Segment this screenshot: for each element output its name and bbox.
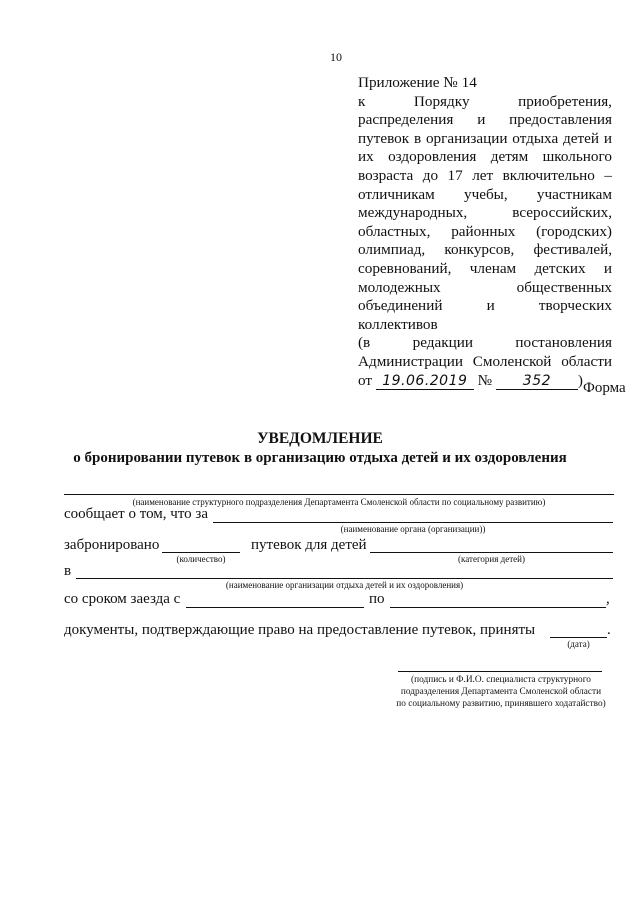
appendix-word: включительно [502, 166, 595, 184]
appendix-word: Порядку [413, 92, 470, 110]
appendix-line [358, 241, 612, 260]
period-label: со сроком заезда с [64, 591, 181, 607]
page-number: 10 [330, 50, 342, 64]
appendix-line [358, 167, 612, 186]
appendix-line [358, 111, 612, 130]
appendix-word: детей [563, 129, 599, 147]
appendix-word: учебы, [463, 185, 508, 203]
appendix-word: олимпиад, [358, 241, 426, 259]
appendix-word: Администрации [358, 352, 463, 370]
period-end-comma: , [606, 591, 610, 607]
date-caption: (дата) [567, 639, 590, 649]
appendix-word: фестивалей, [533, 241, 612, 259]
appendix-line: коллективов [358, 315, 438, 333]
appendix-line [358, 204, 612, 223]
appendix-word: организации [425, 129, 508, 147]
appendix-word: членам [469, 259, 517, 277]
appendix-line [358, 334, 612, 353]
appendix-word: распределения [358, 111, 454, 129]
appendix-word: детских [534, 259, 586, 277]
appendix-word: районных [451, 222, 516, 240]
docs-label: документы, подтверждающие право на предоставление путевок, приняты [64, 622, 536, 638]
appendix-word: области [561, 352, 612, 370]
number-label: № [477, 371, 493, 389]
trips-label: путевок для детей [251, 537, 367, 553]
signature-caption-line-1: (подпись и Ф.И.О. специалиста структурного [411, 675, 591, 685]
appendix-word: лет [472, 166, 494, 184]
document-subtitle: о бронировании путевок в организацию отдыха детей и их оздоровления [73, 450, 567, 466]
appendix-block [358, 74, 612, 390]
appendix-word: до [422, 166, 439, 184]
appendix-word: к [358, 92, 366, 110]
appendix-word: областных, [358, 222, 431, 240]
rest-org-line [76, 578, 613, 579]
appendix-word: 17 [447, 166, 463, 184]
appendix-word: и [603, 129, 612, 147]
rest-org-caption: (наименование организации отдыха детей и их оздоровления) [225, 580, 464, 590]
appendix-text [358, 93, 612, 372]
appendix-line [358, 297, 612, 316]
resolution-date: 19.06.2019 [376, 374, 474, 390]
appendix-line [358, 223, 612, 242]
appendix-word: постановления [515, 334, 612, 352]
appendix-word: участникам [536, 185, 612, 203]
appendix-title: Приложение № 14 [358, 74, 477, 91]
date-line [550, 637, 607, 638]
appendix-word: редакции [412, 334, 473, 352]
appendix-line [358, 353, 612, 372]
appendix-word: соревнований, [358, 259, 452, 277]
appendix-word: и [477, 111, 486, 129]
period-to-label: по [369, 591, 385, 607]
appendix-word: (в [358, 334, 371, 352]
category-caption: (категория детей) [458, 554, 525, 564]
appendix-word: школьного [542, 148, 612, 166]
period-end-line [390, 607, 606, 608]
appendix-date-line [358, 372, 612, 391]
appendix-word: в [413, 129, 422, 147]
appendix-word: отдыха [512, 129, 559, 147]
appendix-line [358, 260, 612, 279]
org-caption: (наименование органа (организации)) [340, 524, 486, 534]
reserved-label: забронировано [64, 537, 160, 553]
docs-end: . [607, 622, 611, 638]
quantity-caption: (количество) [176, 554, 226, 564]
signature-caption [390, 674, 612, 710]
appendix-word: предоставления [509, 111, 612, 129]
appendix-word: путевок [358, 129, 410, 147]
reports-label: сообщает о том, что за [64, 506, 209, 522]
appendix-word: и [603, 259, 612, 277]
appendix-word: (городских) [536, 222, 612, 240]
appendix-word: и [486, 297, 495, 315]
appendix-word: объединений [358, 297, 443, 315]
category-line [370, 552, 613, 553]
appendix-word: творческих [538, 297, 612, 315]
appendix-word: приобретения, [518, 92, 612, 110]
appendix-word: – [604, 166, 612, 184]
appendix-word: международных, [358, 204, 468, 222]
dept-caption: (наименование структурного подразделения Департамента Смоленской области по социальному развитию) [132, 497, 546, 507]
appendix-line [358, 279, 612, 298]
appendix-word: Смоленской [472, 352, 552, 370]
period-start-line [186, 607, 364, 608]
closing-paren: ) [577, 371, 583, 389]
appendix-word: конкурсов, [444, 241, 515, 259]
resolution-number: 352 [496, 374, 578, 390]
signature-caption-line-2: подразделения Департамента Смоленской области [400, 687, 602, 697]
appendix-line [358, 93, 612, 112]
appendix-word: возраста [358, 166, 414, 184]
appendix-word: всероссийских, [512, 204, 612, 222]
appendix-word: детям [490, 148, 529, 166]
dept-line [64, 494, 614, 495]
signature-line [398, 671, 602, 672]
signature-caption-line-3: по социальному развитию, принявшего ходатайство) [396, 699, 606, 709]
quantity-line [162, 552, 240, 553]
date-prefix: от [358, 371, 373, 389]
appendix-word: их [358, 148, 374, 166]
appendix-word: отличникам [358, 185, 435, 203]
in-label: в [64, 563, 72, 579]
appendix-word: общественных [516, 278, 612, 296]
org-line [213, 522, 613, 523]
document-title: УВЕДОМЛЕНИЕ [257, 430, 383, 447]
appendix-line [358, 148, 612, 167]
appendix-word: молодежных [358, 278, 441, 296]
appendix-line [358, 186, 612, 205]
appendix-line [358, 130, 612, 149]
appendix-word: оздоровления [388, 148, 477, 166]
form-label: Форма [583, 380, 626, 396]
